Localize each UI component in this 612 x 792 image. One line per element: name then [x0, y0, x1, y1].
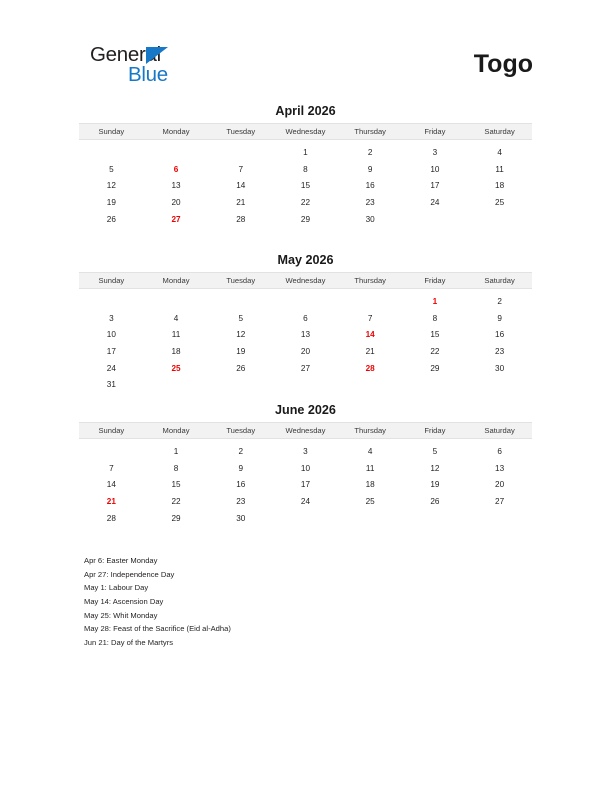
calendar-day[interactable]: 24	[300, 496, 311, 506]
calendar-week-row	[79, 161, 532, 178]
calendar-month-april	[79, 104, 532, 227]
calendar-day[interactable]: 26	[106, 214, 116, 224]
calendar-day[interactable]: 6	[497, 446, 502, 456]
calendar-day[interactable]: 4	[497, 147, 502, 157]
calendar-week-row	[79, 376, 532, 393]
calendar-day[interactable]: 26	[236, 363, 246, 373]
calendar-week-row	[79, 310, 532, 327]
weekday-header-sunday: Sunday	[79, 273, 144, 289]
weekday-header-tuesday: Tuesday	[208, 273, 273, 289]
weekday-header-tuesday: Tuesday	[208, 124, 273, 140]
calendar-day[interactable]: 18	[365, 480, 375, 490]
calendar-day[interactable]: 27	[300, 363, 311, 373]
calendar-week-row	[79, 326, 532, 343]
calendar-day-holiday[interactable]: 14	[365, 330, 375, 340]
weekday-header-monday: Monday	[144, 124, 209, 140]
logo-text-general: General	[90, 43, 161, 66]
weekday-header-row	[79, 124, 532, 140]
calendar-day-holiday[interactable]: 21	[106, 496, 116, 506]
holiday-list-item: Apr 6: Easter Monday	[84, 556, 158, 565]
calendar-day-empty	[467, 211, 532, 228]
calendar-day[interactable]: 18	[171, 346, 181, 356]
weekday-header-thursday: Thursday	[338, 273, 403, 289]
logo-text-blue: Blue	[128, 63, 168, 86]
calendar-day[interactable]: 15	[300, 181, 311, 191]
calendar-day[interactable]: 1	[173, 446, 179, 456]
calendar-day-empty	[467, 510, 532, 527]
calendar-day-empty	[338, 289, 403, 310]
weekday-header-thursday: Thursday	[338, 423, 403, 439]
calendar-day-empty	[273, 289, 338, 310]
calendar-day[interactable]: 17	[106, 346, 116, 356]
calendar-day[interactable]: 9	[497, 313, 502, 323]
calendar-day[interactable]: 19	[430, 480, 440, 490]
calendar-week-row	[79, 211, 532, 228]
page-header	[0, 0, 612, 100]
calendar-day[interactable]: 25	[365, 496, 375, 506]
calendar-day-empty	[79, 140, 144, 161]
calendar-day[interactable]: 13	[495, 463, 505, 473]
calendar-day[interactable]: 29	[171, 513, 181, 523]
calendar-day[interactable]: 18	[495, 181, 505, 191]
calendar-day[interactable]: 23	[365, 197, 375, 207]
holiday-list-item: May 14: Ascension Day	[84, 596, 164, 606]
weekday-header-monday: Monday	[144, 273, 209, 289]
calendar-day[interactable]: 7	[109, 463, 114, 473]
general-blue-logo	[90, 44, 200, 90]
calendar-day[interactable]: 3	[432, 147, 438, 157]
calendar-day[interactable]: 3	[303, 446, 308, 456]
calendar-week-row	[79, 289, 532, 310]
calendar-table	[79, 272, 532, 393]
calendar-day[interactable]: 15	[430, 330, 440, 340]
calendar-day[interactable]: 29	[300, 214, 311, 224]
calendar-day[interactable]: 27	[495, 496, 505, 506]
holiday-list-item: May 25: Whit Monday	[84, 610, 158, 620]
calendar-day[interactable]: 3	[109, 313, 114, 323]
calendar-day[interactable]: 7	[238, 164, 244, 174]
calendar-day[interactable]: 21	[236, 197, 246, 207]
calendar-day[interactable]: 26	[430, 496, 440, 506]
calendar-month-may	[79, 253, 532, 393]
calendar-day[interactable]: 16	[236, 480, 246, 490]
calendar-day[interactable]: 14	[236, 181, 246, 191]
calendar-day[interactable]: 4	[367, 446, 373, 456]
calendar-day-empty	[144, 289, 209, 310]
calendar-day-empty	[208, 289, 273, 310]
calendar-day[interactable]: 31	[106, 380, 116, 390]
calendar-day[interactable]: 17	[430, 181, 440, 191]
calendar-day[interactable]: 9	[367, 164, 373, 174]
calendar-day[interactable]: 9	[238, 463, 244, 473]
calendar-day[interactable]: 14	[106, 480, 116, 490]
calendar-day[interactable]: 21	[365, 346, 375, 356]
calendar-day-empty	[273, 376, 338, 393]
calendar-day[interactable]: 4	[173, 313, 179, 323]
calendar-day[interactable]: 8	[303, 164, 308, 174]
calendar-day[interactable]: 22	[300, 197, 311, 207]
calendar-day-holiday[interactable]: 1	[432, 296, 438, 306]
calendar-day[interactable]: 12	[236, 330, 246, 340]
calendar-day-empty	[338, 510, 403, 527]
calendar-week-row	[79, 439, 532, 460]
calendar-table	[79, 422, 532, 526]
calendar-day[interactable]: 23	[495, 346, 505, 356]
calendar-day[interactable]: 24	[106, 363, 116, 373]
weekday-header-thursday: Thursday	[338, 124, 403, 140]
calendar-day[interactable]: 5	[432, 446, 438, 456]
calendar-week-row	[79, 510, 532, 527]
calendar-day[interactable]: 20	[495, 480, 505, 490]
holiday-list-item: May 1: Labour Day	[84, 583, 149, 593]
calendar-day[interactable]: 19	[236, 346, 246, 356]
calendar-day[interactable]: 8	[173, 463, 179, 473]
holiday-list-item: Jun 21: Day of the Martyrs	[84, 637, 174, 647]
calendar-day[interactable]: 19	[106, 197, 116, 207]
month-title: May 2026	[277, 253, 334, 267]
weekday-header-saturday: Saturday	[467, 273, 532, 289]
weekday-header-wednesday: Wednesday	[273, 273, 338, 289]
calendar-day[interactable]: 2	[238, 446, 244, 456]
calendar-day[interactable]: 30	[365, 214, 375, 224]
calendar-day[interactable]: 10	[300, 463, 311, 473]
calendar-day-holiday[interactable]: 25	[171, 363, 181, 373]
calendar-day-empty	[208, 376, 273, 393]
calendar-day[interactable]: 24	[430, 197, 440, 207]
calendar-day[interactable]: 30	[236, 513, 246, 523]
calendar-week-row	[79, 360, 532, 377]
calendar-day[interactable]: 28	[106, 513, 116, 523]
weekday-header-tuesday: Tuesday	[208, 423, 273, 439]
calendar-day[interactable]: 16	[495, 330, 505, 340]
calendar-day-empty	[403, 510, 468, 527]
calendar-day[interactable]: 8	[432, 313, 438, 323]
calendar-day-empty	[79, 289, 144, 310]
calendar-week-row	[79, 343, 532, 360]
calendar-day[interactable]: 13	[300, 330, 311, 340]
weekday-header-row	[79, 423, 532, 439]
calendar-day-holiday[interactable]: 28	[365, 363, 375, 373]
calendar-day[interactable]: 1	[303, 147, 308, 157]
logo-triangle-icon	[146, 47, 168, 64]
calendar-day-empty	[144, 376, 209, 393]
page-title: Togo	[473, 50, 533, 78]
calendar-day[interactable]: 16	[365, 181, 375, 191]
calendar-day[interactable]: 20	[300, 346, 311, 356]
weekday-header-saturday: Saturday	[467, 423, 532, 439]
calendar-day[interactable]: 22	[430, 346, 440, 356]
calendar-day[interactable]: 2	[367, 147, 373, 157]
calendar-day-holiday[interactable]: 27	[171, 214, 181, 224]
calendar-day-empty	[338, 376, 403, 393]
calendar-day-empty	[208, 140, 273, 161]
calendar-week-row	[79, 493, 532, 510]
holiday-list-item: Apr 27: Independence Day	[84, 569, 175, 579]
month-title: June 2026	[275, 403, 336, 417]
weekday-header-saturday: Saturday	[467, 124, 532, 140]
weekday-header-wednesday: Wednesday	[273, 124, 338, 140]
calendar-day-empty	[403, 211, 468, 228]
calendar-day[interactable]: 5	[238, 313, 244, 323]
calendar-day[interactable]: 23	[236, 496, 246, 506]
calendar-week-row	[79, 177, 532, 194]
holiday-list-item: May 28: Feast of the Sacrifice (Eid al-Adha)	[84, 624, 231, 634]
calendar-day[interactable]: 15	[171, 480, 181, 490]
calendar-day[interactable]: 10	[106, 330, 116, 340]
weekday-header-sunday: Sunday	[79, 423, 144, 439]
weekday-header-friday: Friday	[403, 423, 468, 439]
calendar-month-june	[79, 403, 532, 526]
calendar-day-empty	[467, 376, 532, 393]
calendar-day[interactable]: 17	[300, 480, 311, 490]
calendar-day[interactable]: 11	[495, 164, 504, 174]
calendar-day[interactable]: 25	[495, 197, 505, 207]
calendar-day[interactable]: 7	[367, 313, 373, 323]
weekday-header-row	[79, 273, 532, 289]
calendar-day[interactable]: 5	[109, 164, 114, 174]
calendar-day[interactable]: 22	[171, 496, 181, 506]
calendar-day[interactable]: 29	[430, 363, 440, 373]
calendar-day[interactable]: 30	[495, 363, 505, 373]
holiday-list	[84, 554, 524, 650]
calendar-day[interactable]: 6	[303, 313, 308, 323]
calendar-week-row	[79, 460, 532, 477]
calendar-day[interactable]: 11	[171, 330, 181, 340]
month-title: April 2026	[275, 104, 336, 118]
calendar-day-empty	[403, 376, 468, 393]
weekday-header-friday: Friday	[403, 124, 468, 140]
weekday-header-friday: Friday	[403, 273, 468, 289]
weekday-header-monday: Monday	[144, 423, 209, 439]
calendar-day[interactable]: 20	[171, 197, 181, 207]
calendar-day[interactable]: 13	[171, 181, 181, 191]
calendar-day[interactable]: 28	[236, 214, 246, 224]
calendar-day[interactable]: 2	[497, 296, 502, 306]
calendar-table	[79, 123, 532, 227]
calendar-week-row	[79, 194, 532, 211]
calendar-day-empty	[79, 439, 144, 460]
calendar-day[interactable]: 12	[106, 181, 116, 191]
calendar-day-empty	[273, 510, 338, 527]
calendar-day[interactable]: 10	[430, 164, 440, 174]
calendar-week-row	[79, 140, 532, 161]
calendar-day[interactable]: 11	[365, 463, 375, 473]
weekday-header-sunday: Sunday	[79, 124, 144, 140]
calendar-day-empty	[144, 140, 209, 161]
calendar-week-row	[79, 476, 532, 493]
weekday-header-wednesday: Wednesday	[273, 423, 338, 439]
calendar-day[interactable]: 12	[430, 463, 440, 473]
calendar-day-holiday[interactable]: 6	[173, 164, 179, 174]
